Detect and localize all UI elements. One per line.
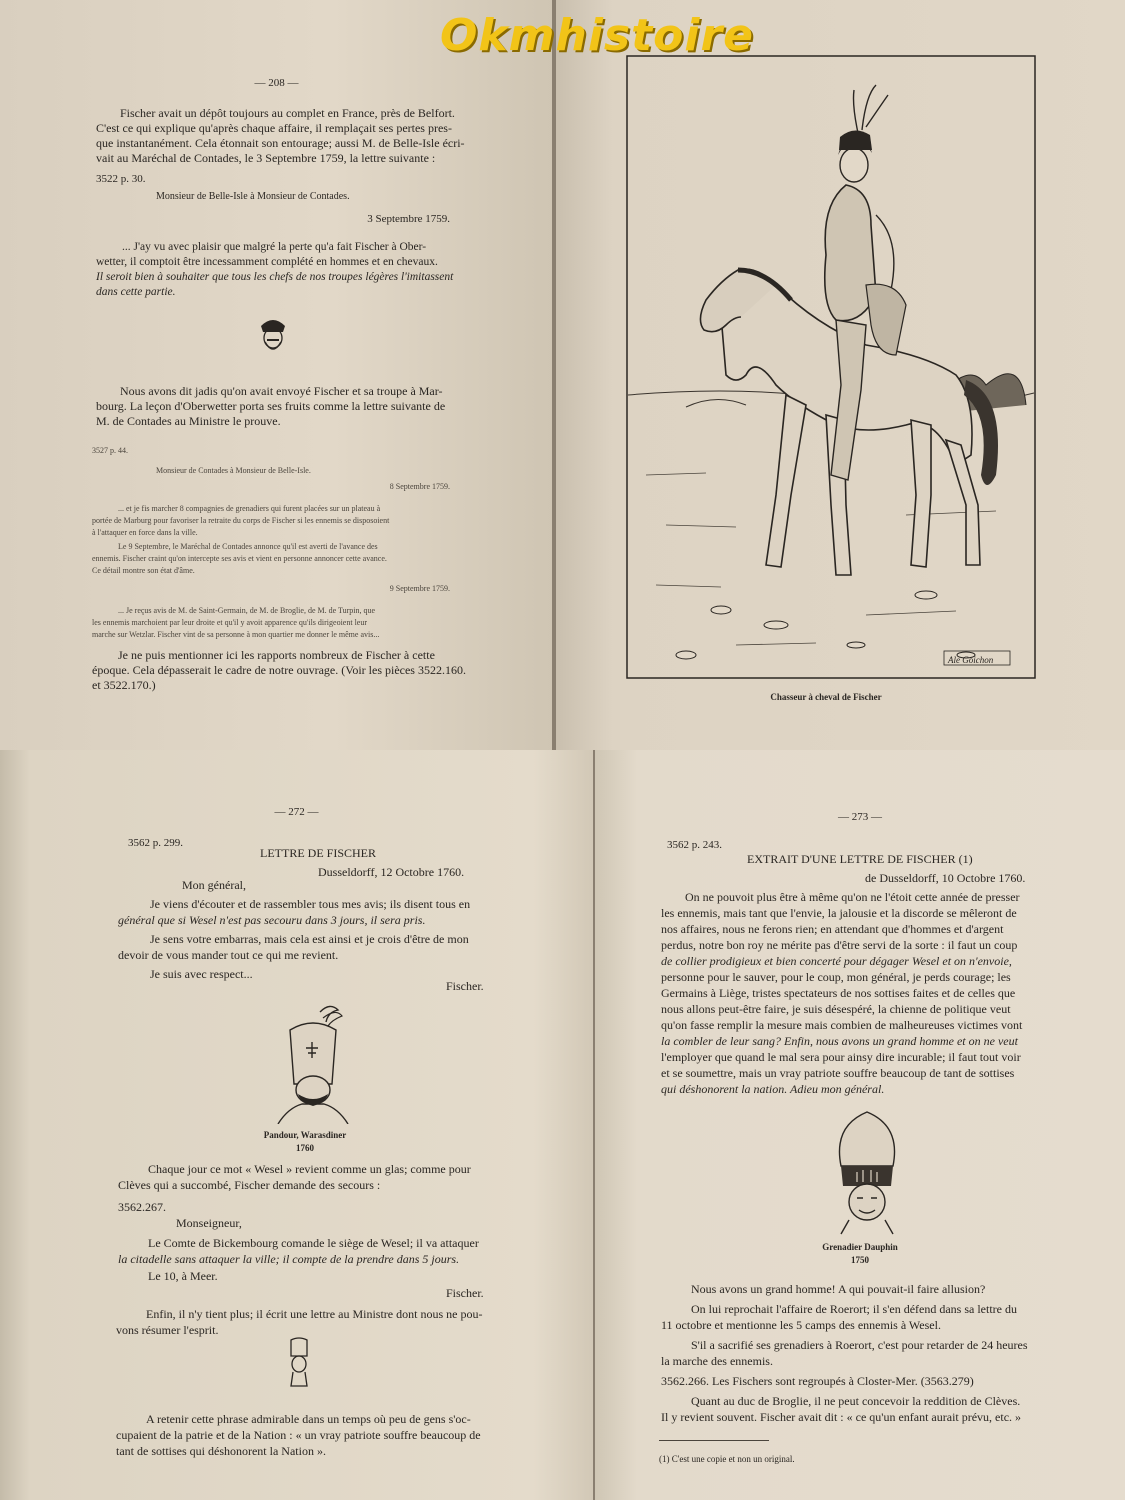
- quote-line: wetter, il comptoit être incessamment complété en hommes et en chevaux.: [96, 256, 438, 268]
- plate-caption: Chasseur à cheval de Fischer: [770, 692, 882, 702]
- paragraph-line: M. de Contades au Ministre le prouve.: [96, 414, 281, 428]
- okmhistoire-watermark: Okmhistoire: [440, 10, 754, 61]
- letter-title: LETTRE DE FISCHER: [260, 846, 376, 860]
- figure-year: 1750: [851, 1255, 869, 1265]
- signature: Fischer.: [446, 979, 484, 993]
- paragraph-line: C'est ce qui explique qu'après chaque affaire, il remplaçait ses pertes pres-: [96, 121, 452, 135]
- letter-title: EXTRAIT D'UNE LETTRE DE FISCHER (1): [747, 852, 973, 866]
- figure-caption: Pandour, Warasdiner: [263, 1130, 347, 1140]
- quote-line: les ennemis marchoient par leur droite et qu'il y avoit apparence qu'ils dirigeoient leur: [92, 618, 368, 627]
- paragraph-line: les ennemis, mais tant que l'envie, la jalousie et la discorde se mêleront de: [661, 906, 1017, 920]
- paragraph-line: personne pour le sauver, pour le coup, mon général, je perds courage; les: [661, 970, 1011, 984]
- quote-line: ennemis. Fischer craint qu'on intercepte ses avis et vient en personne annoncer cette avance.: [92, 554, 387, 563]
- paragraph-line: perdus, notre bon roy ne mérite pas d'être servi de la sorte : il faut un coup: [661, 938, 1018, 952]
- paragraph-line: l'employer que quand le mal sera pour ainsy dire incurable; il faut tout voir: [661, 1050, 1021, 1064]
- paragraph-line: de collier prodigieux et bien concerté pour dégager Wesel et on n'envoie,: [661, 954, 1012, 968]
- paragraph-line: général que si Wesel n'est pas secouru dans 3 jours, il sera pris.: [118, 913, 426, 927]
- paragraph-line: et se soumettre, mais un vray patriote souffre beaucoup de tant de sottises: [661, 1066, 1015, 1080]
- paragraph-line: Nous avons un grand homme! A qui pouvait-il faire allusion?: [691, 1282, 986, 1296]
- letter-heading: Monsieur de Contades à Monsieur de Belle-Isle.: [156, 466, 311, 475]
- salutation: Mon général,: [182, 878, 246, 892]
- paragraph-line: Je viens d'écouter et de rassembler tous mes avis; ils disent tous en: [150, 897, 471, 911]
- small-figure-icon: [285, 1336, 313, 1392]
- page-number: — 208 —: [254, 77, 299, 89]
- figure-caption: Grenadier Dauphin: [822, 1242, 898, 1252]
- paragraph-line: époque. Cela dépasserait le cadre de notre ouvrage. (Voir les pièces 3522.160.: [92, 663, 466, 677]
- mounted-chasseur-illustration: [626, 55, 1036, 680]
- quote-line: Ce détail montre son état d'âme.: [92, 566, 195, 575]
- quote-line: dans cette partie.: [96, 286, 176, 298]
- paragraph-line: devoir de vous mander tout ce qui me revient.: [118, 948, 339, 962]
- paragraph-line: Chaque jour ce mot « Wesel » revient comme un glas; comme pour: [148, 1162, 471, 1176]
- paragraph-line: Je ne puis mentionner ici les rapports nombreux de Fischer à cette: [118, 648, 435, 662]
- artist-signature: Ale Goichon: [948, 655, 994, 665]
- quote-line: ... Je reçus avis de M. de Saint-Germain, de M. de Broglie, de M. de Turpin, que: [118, 606, 376, 615]
- footnote: (1) C'est une copie et non un original.: [659, 1454, 795, 1464]
- salutation: Monseigneur,: [176, 1216, 242, 1230]
- page-273: [595, 750, 1125, 1500]
- archive-ref: 3527 p. 44.: [92, 446, 128, 455]
- paragraph-line: vons résumer l'esprit.: [116, 1323, 219, 1337]
- head-vignette-icon: [255, 312, 291, 358]
- page-number: — 273 —: [838, 811, 882, 823]
- quote-line: Le 9 Septembre, le Maréchal de Contades annonce qu'il est averti de l'avance des: [118, 542, 378, 551]
- signature: Fischer.: [446, 1286, 484, 1300]
- paragraph-line: Clèves qui a succombé, Fischer demande des secours :: [118, 1178, 381, 1192]
- paragraph-line: que instantanément. Cela étonnait son entourage; aussi M. de Belle-Isle écri-: [96, 136, 465, 150]
- paragraph-line: Nous avons dit jadis qu'on avait envoyé Fischer et sa troupe à Mar-: [120, 384, 443, 398]
- paragraph-line: cupaient de la patrie et de la Nation : « un vray patriote souffre beaucoup de: [116, 1428, 481, 1442]
- paragraph-line: qu'on fasse remplir la mesure mais combien de malheureuses victimes vont: [661, 1018, 1023, 1032]
- archive-ref: 3562.267.: [118, 1200, 166, 1214]
- pandour-head-icon: [268, 1002, 358, 1124]
- paragraph-line: la citadelle sans attaquer la ville; il compte de la prendre dans 5 jours.: [118, 1252, 460, 1266]
- paragraph-line: Je sens votre embarras, mais cela est ainsi et je crois d'être de mon: [150, 932, 469, 946]
- page-272: [0, 750, 593, 1500]
- paragraph-line: 3562.266. Les Fischers sont regroupés à Closter-Mer. (3563.279): [661, 1374, 974, 1388]
- letter-date: 8 Septembre 1759.: [389, 482, 450, 491]
- page-number: — 272 —: [274, 806, 319, 818]
- grenadier-head-icon: [827, 1106, 907, 1236]
- plate-page: [556, 0, 1125, 750]
- paragraph-line: nous allons peut-être faire, je suis désespéré, la chienne de politique veut: [661, 1002, 1011, 1016]
- figure-year: 1760: [296, 1143, 314, 1153]
- archive-ref: 3562 p. 243.: [667, 839, 722, 851]
- quote-line: ... et je fis marcher 8 compagnies de grenadiers qui furent placées sur un plateau à: [118, 504, 381, 513]
- paragraph-line: tant de sottises qui déshonorent la Nation ».: [116, 1444, 326, 1458]
- quote-line: portée de Marburg pour favoriser la retraite du corps de Fischer si les ennemis se disposoient: [92, 516, 390, 525]
- paragraph-line: S'il a sacrifié ses grenadiers à Roerort, c'est pour retarder de 24 heures: [691, 1338, 1028, 1352]
- letter-date: 3 Septembre 1759.: [367, 213, 450, 225]
- paragraph-line: la combler de leur sang? Enfin, nous avons un grand homme et on ne veut: [661, 1034, 1018, 1048]
- paragraph-line: la marche des ennemis.: [661, 1354, 773, 1368]
- letter-dateline: Dusseldorff, 12 Octobre 1760.: [318, 865, 465, 879]
- page-208: [0, 0, 553, 750]
- footnote-rule: [659, 1440, 769, 1441]
- letter-dateline: de Dusseldorff, 10 Octobre 1760.: [865, 871, 1026, 885]
- quote-line: ... J'ay vu avec plaisir que malgré la perte qu'a fait Fischer à Ober-: [122, 241, 427, 253]
- paragraph-line: Quant au duc de Broglie, il ne peut concevoir la reddition de Clèves.: [691, 1394, 1021, 1408]
- paragraph-line: Fischer avait un dépôt toujours au complet en France, près de Belfort.: [120, 106, 455, 120]
- quote-line: à l'attaquer en force dans la ville.: [92, 528, 198, 537]
- paragraph-line: 11 octobre et mentionne les 5 camps des ennemis à Wesel.: [661, 1318, 941, 1332]
- paragraph-line: On ne pouvoit plus être à même qu'on ne l'étoit cette année de presser: [685, 890, 1020, 904]
- archive-ref: 3562 p. 299.: [128, 837, 183, 849]
- paragraph-line: nos affaires, nous ne ferons rien; en attendant que d'hommes et d'argent: [661, 922, 1004, 936]
- paragraph-line: bourg. La leçon d'Oberwetter porta ses fruits comme la lettre suivante de: [96, 399, 446, 413]
- quote-line: marche sur Wetzlar. Fischer vint de sa personne à mon quartier me donner le même avis...: [92, 630, 380, 639]
- paragraph-line: Enfin, il n'y tient plus; il écrit une lettre au Ministre dont nous ne pou-: [146, 1307, 483, 1321]
- letter-date: 9 Septembre 1759.: [389, 584, 450, 593]
- paragraph-line: vait au Maréchal de Contades, le 3 Septembre 1759, la lettre suivante :: [96, 151, 436, 165]
- paragraph-line: On lui reprochait l'affaire de Roerort; il s'en défend dans sa lettre du: [691, 1302, 1017, 1316]
- paragraph-line: Le 10, à Meer.: [148, 1269, 218, 1283]
- paragraph-line: A retenir cette phrase admirable dans un temps où peu de gens s'oc-: [146, 1412, 471, 1426]
- archive-ref: 3522 p. 30.: [96, 173, 146, 185]
- paragraph-line: Il y revient souvent. Fischer avait dit : « ce qu'un enfant aurait prévu, etc. »: [661, 1410, 1022, 1424]
- paragraph-line: Le Comte de Bickembourg comande le siège de Wesel; il va attaquer: [148, 1236, 479, 1250]
- paragraph-line: Germains à Liège, tristes spectateurs de nos sottises faites et de celles que: [661, 986, 1016, 1000]
- paragraph-line: et 3522.170.): [92, 678, 156, 692]
- letter-heading: Monsieur de Belle-Isle à Monsieur de Contades.: [156, 191, 350, 202]
- quote-line: Il seroit bien à souhaiter que tous les chefs de nos troupes légères l'imitassent: [96, 271, 454, 283]
- paragraph-line: Je suis avec respect...: [150, 967, 253, 981]
- paragraph-line: qui déshonorent la nation. Adieu mon général.: [661, 1082, 885, 1096]
